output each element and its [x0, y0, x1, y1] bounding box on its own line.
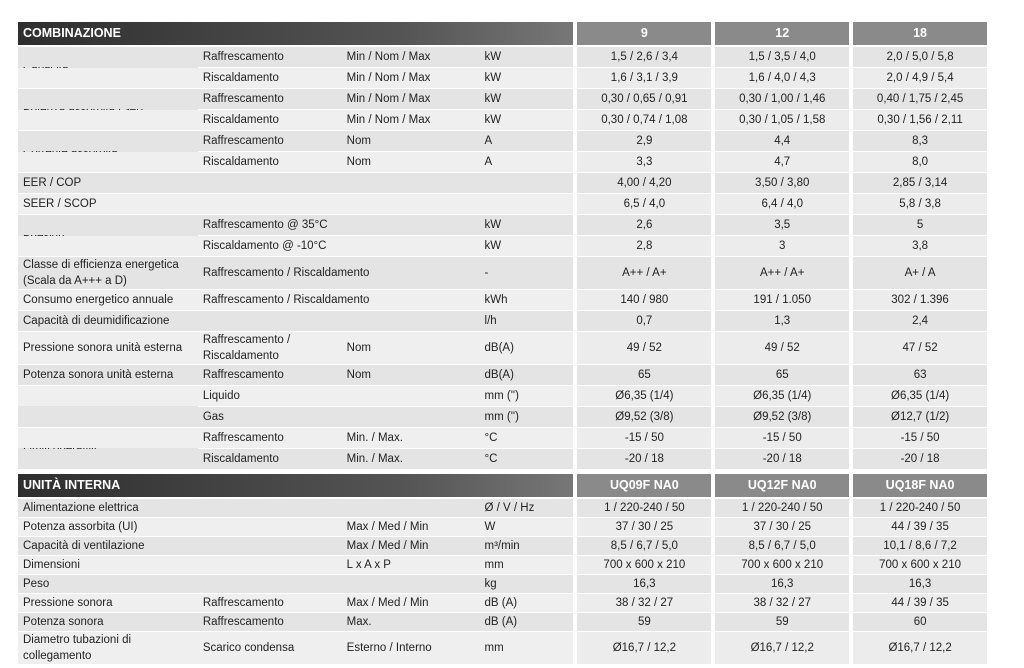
row-type — [342, 173, 480, 193]
row-label: Pressione sonora unità esterna — [18, 332, 198, 364]
row-label: Potenza assorbita (UI) — [18, 518, 342, 536]
value-cell: Ø16,7 / 12,2 — [715, 632, 849, 664]
table-row — [18, 518, 987, 536]
value-cell: 700 x 600 x 210 — [715, 556, 849, 574]
row-mode: Raffrescamento / Riscaldamento — [198, 332, 342, 364]
row-unit: A — [480, 131, 574, 151]
row-type: Max. — [342, 613, 480, 631]
section-title: COMBINAZIONE — [18, 22, 573, 45]
value-cell: 6,4 / 4,0 — [715, 194, 849, 214]
row-unit: kW — [480, 215, 574, 235]
table-row — [18, 89, 987, 109]
value-cell: 3,3 — [577, 152, 711, 172]
row-unit: - — [480, 257, 574, 289]
section-title: UNITÀ INTERNA — [18, 474, 573, 497]
row-unit: kW — [480, 110, 574, 130]
value-cell: 38 / 32 / 27 — [715, 594, 849, 612]
row-label: Peso — [18, 575, 480, 593]
value-cell: -15 / 50 — [577, 428, 711, 448]
value-cell: -20 / 18 — [577, 449, 711, 469]
row-label: Potenza sonora unità esterna — [18, 365, 198, 385]
model-col-12: 12 — [715, 22, 849, 45]
value-cell: 2,9 — [577, 131, 711, 151]
row-type: Nom — [342, 152, 480, 172]
row-unit: kW — [480, 89, 574, 109]
value-cell: 191 / 1.050 — [715, 290, 849, 310]
row-mode: Riscaldamento — [198, 110, 342, 130]
group-corrente-assorbita — [18, 131, 987, 172]
value-cell: 2,8 — [577, 236, 711, 256]
value-cell: 37 / 30 / 25 — [577, 518, 711, 536]
table-row — [18, 556, 987, 574]
row-type — [342, 215, 480, 235]
value-cell: Ø16,7 / 12,2 — [853, 632, 987, 664]
group-diametro-tubazioni — [18, 386, 987, 427]
table-row — [18, 68, 987, 88]
row-mode: Gas — [198, 407, 342, 427]
row-label: Capacità di deumidificazione — [18, 311, 480, 331]
value-cell: 3 — [715, 236, 849, 256]
value-cell: 0,30 / 1,05 / 1,58 — [715, 110, 849, 130]
row-mode: Raffrescamento @ 35°C — [198, 215, 342, 235]
row-label: Classe di efficienza energetica (Scala da A+++ a D) — [18, 257, 198, 289]
row-mode: Raffrescamento — [198, 613, 342, 631]
value-cell: 1 / 220-240 / 50 — [577, 499, 711, 517]
value-cell: 0,30 / 1,00 / 1,46 — [715, 89, 849, 109]
value-cell: 60 — [853, 613, 987, 631]
row-mode: Raffrescamento — [198, 428, 342, 448]
value-cell: 59 — [715, 613, 849, 631]
value-cell: 0,7 — [577, 311, 711, 331]
value-cell: 16,3 — [577, 575, 711, 593]
table-row — [18, 428, 987, 448]
table-row — [18, 449, 987, 469]
value-cell: 1,6 / 3,1 / 3,9 — [577, 68, 711, 88]
value-cell: 0,30 / 0,65 / 0,91 — [577, 89, 711, 109]
row-mode: Raffrescamento — [198, 365, 342, 385]
row-unit: kW — [480, 68, 574, 88]
value-cell: 2,4 — [853, 311, 987, 331]
spec-table — [18, 22, 987, 665]
value-cell: 4,4 — [715, 131, 849, 151]
table-row — [18, 386, 987, 406]
table-row — [18, 365, 987, 385]
value-cell: 59 — [577, 613, 711, 631]
row-type — [342, 194, 480, 214]
group-capacita — [18, 47, 987, 88]
value-cell: Ø6,35 (1/4) — [853, 386, 987, 406]
value-cell: 65 — [577, 365, 711, 385]
value-cell: 8,3 — [853, 131, 987, 151]
row-mode: Raffrescamento / Riscaldamento — [198, 257, 480, 289]
row-type: Min / Nom / Max — [342, 110, 480, 130]
value-cell: -15 / 50 — [853, 428, 987, 448]
value-cell: 2,6 — [577, 215, 711, 235]
row-mode: Raffrescamento — [198, 47, 342, 67]
value-cell: A++ / A+ — [577, 257, 711, 289]
table-row — [18, 332, 987, 364]
row-unit: °C — [480, 449, 574, 469]
value-cell: 0,30 / 0,74 / 1,08 — [577, 110, 711, 130]
row-mode: Raffrescamento / Riscaldamento — [198, 290, 480, 310]
value-cell: 2,85 / 3,14 — [853, 173, 987, 193]
value-cell: 8,0 — [853, 152, 987, 172]
table-row — [18, 131, 987, 151]
row-mode: Raffrescamento — [198, 89, 342, 109]
group-limiti-operativi — [18, 428, 987, 469]
row-mode: Raffrescamento — [198, 594, 342, 612]
row-unit — [480, 173, 574, 193]
value-cell: 4,7 — [715, 152, 849, 172]
value-cell: -15 / 50 — [715, 428, 849, 448]
row-unit: kW — [480, 47, 574, 67]
row-mode: Riscaldamento — [198, 449, 342, 469]
table-row — [18, 173, 987, 193]
value-cell: A++ / A+ — [715, 257, 849, 289]
section-header-unita-interna — [18, 474, 987, 497]
row-label: SEER / SCOP — [18, 194, 198, 214]
row-type — [342, 236, 480, 256]
row-unit: °C — [480, 428, 574, 448]
value-cell: 1,6 / 4,0 / 4,3 — [715, 68, 849, 88]
row-mode: Liquido — [198, 386, 342, 406]
value-cell: 4,00 / 4,20 — [577, 173, 711, 193]
table-row — [18, 257, 987, 289]
row-type: Max / Med / Min — [342, 537, 480, 555]
row-unit: mm — [480, 632, 574, 664]
row-unit: dB (A) — [480, 594, 574, 612]
value-cell: A+ / A — [853, 257, 987, 289]
row-unit: kg — [480, 575, 574, 593]
row-unit: kWh — [480, 290, 574, 310]
row-type: Max / Med / Min — [342, 518, 480, 536]
row-type: Min / Nom / Max — [342, 47, 480, 67]
row-unit: mm — [480, 556, 574, 574]
table-row — [18, 47, 987, 67]
table-row — [18, 152, 987, 172]
table-row — [18, 537, 987, 555]
row-label: Consumo energetico annuale — [18, 290, 198, 310]
value-cell: Ø16,7 / 12,2 — [577, 632, 711, 664]
value-cell: 37 / 30 / 25 — [715, 518, 849, 536]
row-type: Nom — [342, 131, 480, 151]
group-pdesign — [18, 215, 987, 256]
value-cell: -20 / 18 — [853, 449, 987, 469]
value-cell: 44 / 39 / 35 — [853, 518, 987, 536]
row-mode: Riscaldamento — [198, 68, 342, 88]
value-cell: -20 / 18 — [715, 449, 849, 469]
table-row — [18, 407, 987, 427]
row-type: Max / Med / Min — [342, 594, 480, 612]
value-cell: 47 / 52 — [853, 332, 987, 364]
row-label: Diametro tubazioni di collegamento — [18, 632, 198, 664]
table-row — [18, 110, 987, 130]
row-label: Alimentazione elettrica — [18, 499, 480, 517]
value-cell: 1,5 / 2,6 / 3,4 — [577, 47, 711, 67]
row-unit: Ø / V / Hz — [480, 499, 574, 517]
value-cell: 16,3 — [853, 575, 987, 593]
value-cell: 1 / 220-240 / 50 — [715, 499, 849, 517]
value-cell: Ø6,35 (1/4) — [715, 386, 849, 406]
value-cell: 16,3 — [715, 575, 849, 593]
group-potenza-assorbita — [18, 89, 987, 130]
row-unit: W — [480, 518, 574, 536]
value-cell: 1 / 220-240 / 50 — [853, 499, 987, 517]
row-unit: dB(A) — [480, 332, 574, 364]
value-cell: 10,1 / 8,6 / 7,2 — [853, 537, 987, 555]
table-row — [18, 236, 987, 256]
value-cell: 49 / 52 — [577, 332, 711, 364]
value-cell: 6,5 / 4,0 — [577, 194, 711, 214]
value-cell: 63 — [853, 365, 987, 385]
row-mode — [198, 173, 342, 193]
table-row — [18, 632, 987, 664]
value-cell: 0,30 / 1,56 / 2,11 — [853, 110, 987, 130]
table-row — [18, 194, 987, 214]
value-cell: 3,50 / 3,80 — [715, 173, 849, 193]
row-mode: Riscaldamento — [198, 152, 342, 172]
row-type — [342, 407, 480, 427]
value-cell: 1,3 — [715, 311, 849, 331]
model-col-uq09f: UQ09F NA0 — [577, 474, 711, 497]
value-cell: Ø9,52 (3/8) — [577, 407, 711, 427]
value-cell: 5 — [853, 215, 987, 235]
value-cell: 700 x 600 x 210 — [853, 556, 987, 574]
row-type: Esterno / Interno — [342, 632, 480, 664]
table-row — [18, 499, 987, 517]
value-cell: 2,0 / 4,9 / 5,4 — [853, 68, 987, 88]
value-cell: 8,5 / 6,7 / 5,0 — [715, 537, 849, 555]
value-cell: 65 — [715, 365, 849, 385]
value-cell: 49 / 52 — [715, 332, 849, 364]
row-type: Nom — [342, 365, 480, 385]
row-type: Nom — [342, 332, 480, 364]
value-cell: 3,8 — [853, 236, 987, 256]
model-col-9: 9 — [577, 22, 711, 45]
row-unit: mm ('') — [480, 386, 574, 406]
model-col-uq12f: UQ12F NA0 — [715, 474, 849, 497]
table-row — [18, 575, 987, 593]
value-cell: Ø12,7 (1/2) — [853, 407, 987, 427]
row-unit: m³/min — [480, 537, 574, 555]
row-label: EER / COP — [18, 173, 198, 193]
model-col-18: 18 — [853, 22, 987, 45]
row-label: Pressione sonora — [18, 594, 198, 612]
row-type: Min / Nom / Max — [342, 68, 480, 88]
row-mode: Scarico condensa — [198, 632, 342, 664]
row-label: Dimensioni — [18, 556, 342, 574]
row-unit — [480, 194, 574, 214]
row-type: L x A x P — [342, 556, 480, 574]
value-cell: 5,8 / 3,8 — [853, 194, 987, 214]
value-cell: Ø9,52 (3/8) — [715, 407, 849, 427]
table-row — [18, 311, 987, 331]
value-cell: 3,5 — [715, 215, 849, 235]
value-cell: 44 / 39 / 35 — [853, 594, 987, 612]
table-row — [18, 594, 987, 612]
table-row — [18, 613, 987, 631]
row-unit: l/h — [480, 311, 574, 331]
row-label: Capacità di ventilazione — [18, 537, 342, 555]
row-mode — [198, 194, 342, 214]
table-row — [18, 215, 987, 235]
row-mode: Riscaldamento @ -10°C — [198, 236, 342, 256]
table-row — [18, 290, 987, 310]
value-cell: 38 / 32 / 27 — [577, 594, 711, 612]
value-cell: 700 x 600 x 210 — [577, 556, 711, 574]
row-mode: Raffrescamento — [198, 131, 342, 151]
value-cell: 302 / 1.396 — [853, 290, 987, 310]
value-cell: 8,5 / 6,7 / 5,0 — [577, 537, 711, 555]
row-unit: A — [480, 152, 574, 172]
row-type — [342, 386, 480, 406]
row-type: Min. / Max. — [342, 449, 480, 469]
value-cell: 140 / 980 — [577, 290, 711, 310]
row-unit: dB(A) — [480, 365, 574, 385]
value-cell: 2,0 / 5,0 / 5,8 — [853, 47, 987, 67]
value-cell: 0,40 / 1,75 / 2,45 — [853, 89, 987, 109]
section-header-combinazione — [18, 22, 987, 45]
row-label: Potenza sonora — [18, 613, 198, 631]
row-unit: mm ('') — [480, 407, 574, 427]
row-unit: kW — [480, 236, 574, 256]
model-col-uq18f: UQ18F NA0 — [853, 474, 987, 497]
row-unit: dB (A) — [480, 613, 574, 631]
row-type: Min / Nom / Max — [342, 89, 480, 109]
value-cell: 1,5 / 3,5 / 4,0 — [715, 47, 849, 67]
row-type: Min. / Max. — [342, 428, 480, 448]
value-cell: Ø6,35 (1/4) — [577, 386, 711, 406]
